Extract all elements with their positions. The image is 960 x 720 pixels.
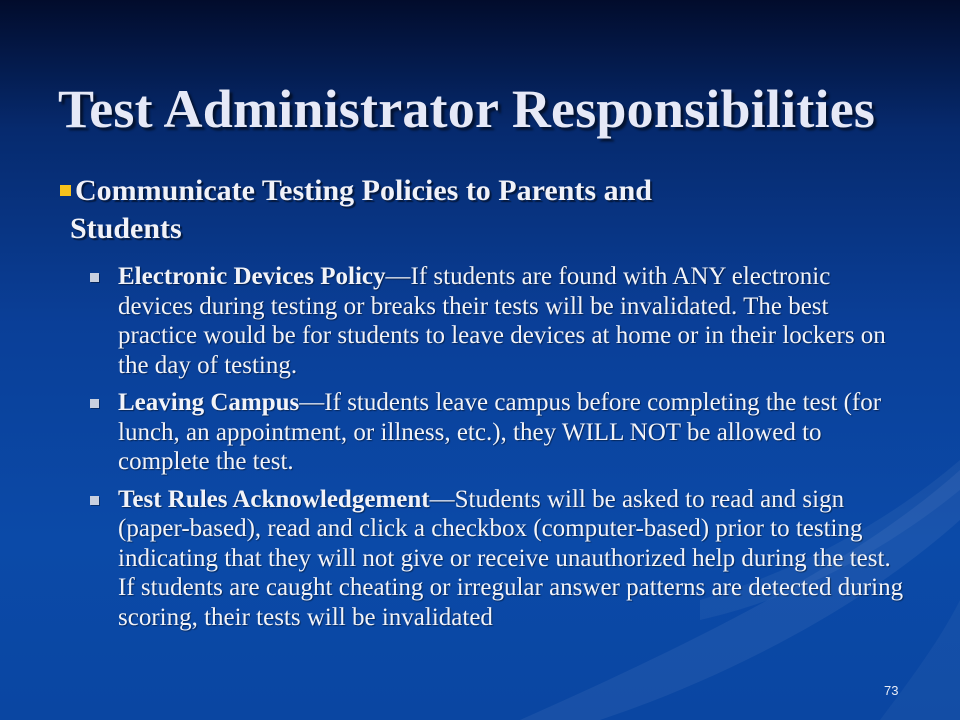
- main-bullet-line2: Students: [70, 212, 182, 245]
- square-bullet-icon: [90, 496, 99, 505]
- page-number: 73: [884, 683, 899, 698]
- square-bullet-icon: [60, 185, 71, 196]
- slide-title: Test Administrator Responsibilities: [58, 79, 876, 139]
- bullet-heading: Electronic Devices Policy: [118, 263, 386, 290]
- main-bullet-line1: Communicate Testing Policies to Parents and: [75, 174, 652, 207]
- square-bullet-icon: [90, 399, 99, 408]
- bullet-text: [118, 485, 910, 633]
- bullet-text: [118, 388, 910, 477]
- bullet-heading: Test Rules Acknowledgement: [118, 485, 430, 513]
- bullet-body: —Students will be asked to read and sign (paper-based), read and click a checkbox (computer-based) prior to testing indicating that they will not give or receive unauthorized help during the test. If students are caught cheating or irregular answer patterns are detected during scoring, their tests will be invalidated: [118, 485, 904, 631]
- bullet-body: —If students are found with ANY electronic devices during testing or breaks their tests will be invalidated. The best practice would be for students to leave devices at home or in their lockers on the day of testing.: [118, 263, 886, 379]
- list-item: [90, 485, 910, 633]
- square-bullet-icon: [90, 273, 99, 282]
- bullet-heading: Leaving Campus: [118, 389, 300, 416]
- list-item: [90, 388, 910, 477]
- list-item: [90, 262, 910, 380]
- bullet-body: —If students leave campus before completing the test (for lunch, an appointment, or illness, etc.), they WILL NOT be allowed to complete the test.: [118, 389, 882, 475]
- sub-bullet-list: [90, 262, 910, 640]
- bullet-text: [118, 262, 910, 380]
- main-bullet: [60, 172, 860, 248]
